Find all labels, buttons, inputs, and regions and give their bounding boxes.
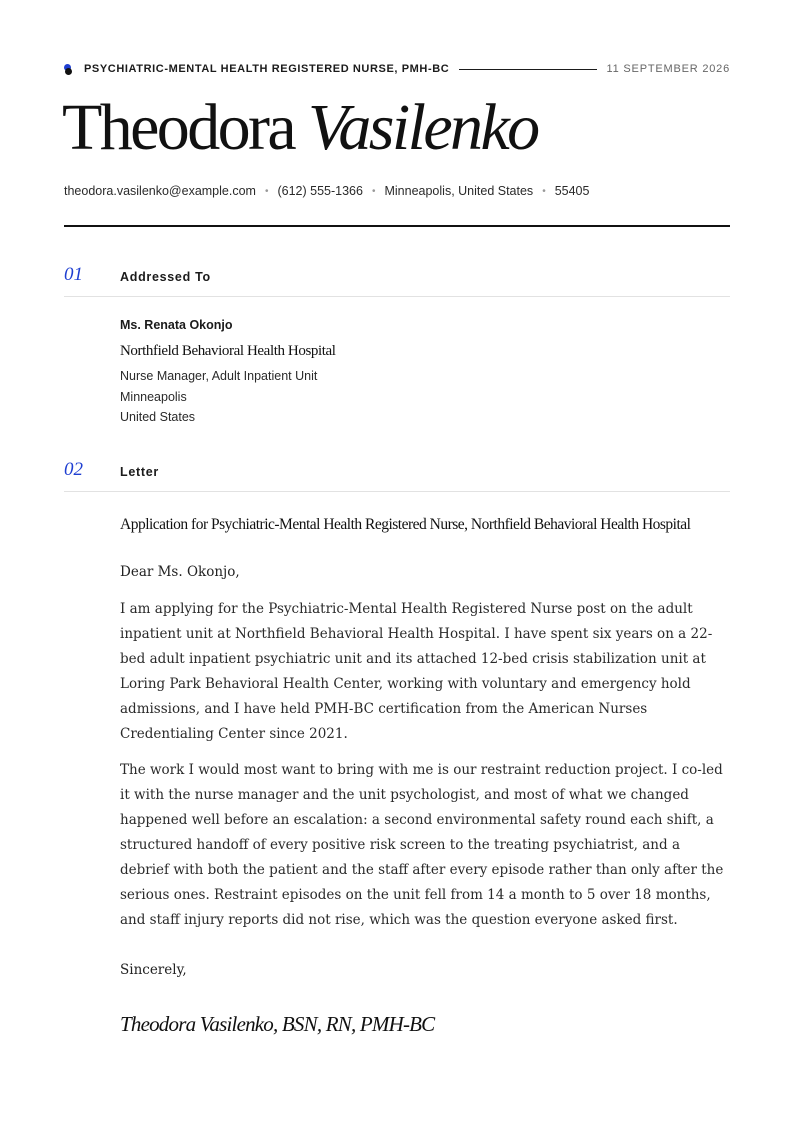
recipient-name: Ms. Renata Okonjo xyxy=(120,318,233,332)
salutation: Dear Ms. Okonjo, xyxy=(120,564,240,580)
letter-subject: Application for Psychiatric-Mental Health Registered Nurse, Northfield Behavioral Health Hospital xyxy=(120,516,691,533)
section-divider xyxy=(64,491,730,492)
email: theodora.vasilenko@example.com xyxy=(64,184,256,198)
recipient-country: United States xyxy=(120,410,196,424)
brand-dots-icon xyxy=(64,61,76,77)
recipient-city: Minneapolis xyxy=(120,389,187,404)
section-number: 02 xyxy=(64,459,83,480)
letter-date: 11 SEPTEMBER 2026 xyxy=(606,63,730,75)
recipient-organization: Northfield Behavioral Health Hospital xyxy=(120,343,336,359)
separator-dot: • xyxy=(542,185,546,197)
header-bar xyxy=(64,60,730,78)
role-title: PSYCHIATRIC-MENTAL HEALTH REGISTERED NURSE, PMH-BC xyxy=(84,63,450,75)
separator-dot: • xyxy=(371,185,376,197)
recipient-title: Nurse Manager, Adult Inpatient Unit xyxy=(120,369,318,383)
section-divider xyxy=(64,296,730,297)
contact-row xyxy=(64,184,589,198)
black-dot-icon xyxy=(65,68,72,75)
section-number: 01 xyxy=(64,264,83,285)
postal-code: 55405 xyxy=(554,184,590,198)
section-title: Addressed To xyxy=(120,270,211,284)
section-title: Letter xyxy=(120,465,159,479)
closing: Sincerely, xyxy=(120,962,187,978)
letter-paragraph: I am applying for the Psychiatric-Mental Health Registered Nurse post on the adult inpatient unit at Northfield Behavioral Health Hospital. I have spent six years on a 22-bed adult inpatient psychiatric unit and its attached 12-bed crisis stabilization unit at Loring Park Behavioral Health Center, working with voluntary and emergency hold admissions, and I have held PMH-BC certification from the American Nurses Credentialing Center since 2021. xyxy=(120,601,713,742)
location: Minneapolis, United States xyxy=(384,184,534,198)
letter-paragraph: The work I would most want to bring with me is our restraint reduction project. I co-led it with the nurse manager and the unit psychologist, and most of what we changed happened well before an escalation: a second environmental safety round each shift, a structured handoff of every positive risk screen to the treating psychiatrist, and a debrief with both the patient and the staff after every episode rather than only after the serious ones. Restraint episodes on the unit fell from 14 a month to 5 over 18 months, and staff injury reports did not rise, which was the question everyone asked first. xyxy=(120,762,724,928)
signature: Theodora Vasilenko, BSN, RN, PMH-BC xyxy=(120,1012,435,1036)
separator-dot: • xyxy=(264,185,269,197)
header-rule xyxy=(64,225,730,227)
recipient-block xyxy=(120,317,730,428)
header-divider xyxy=(459,69,596,70)
phone: (612) 555-1366 xyxy=(277,184,363,198)
first-name: Theodora xyxy=(62,91,295,164)
last-name: Vasilenko xyxy=(308,91,538,164)
applicant-name xyxy=(62,88,538,168)
